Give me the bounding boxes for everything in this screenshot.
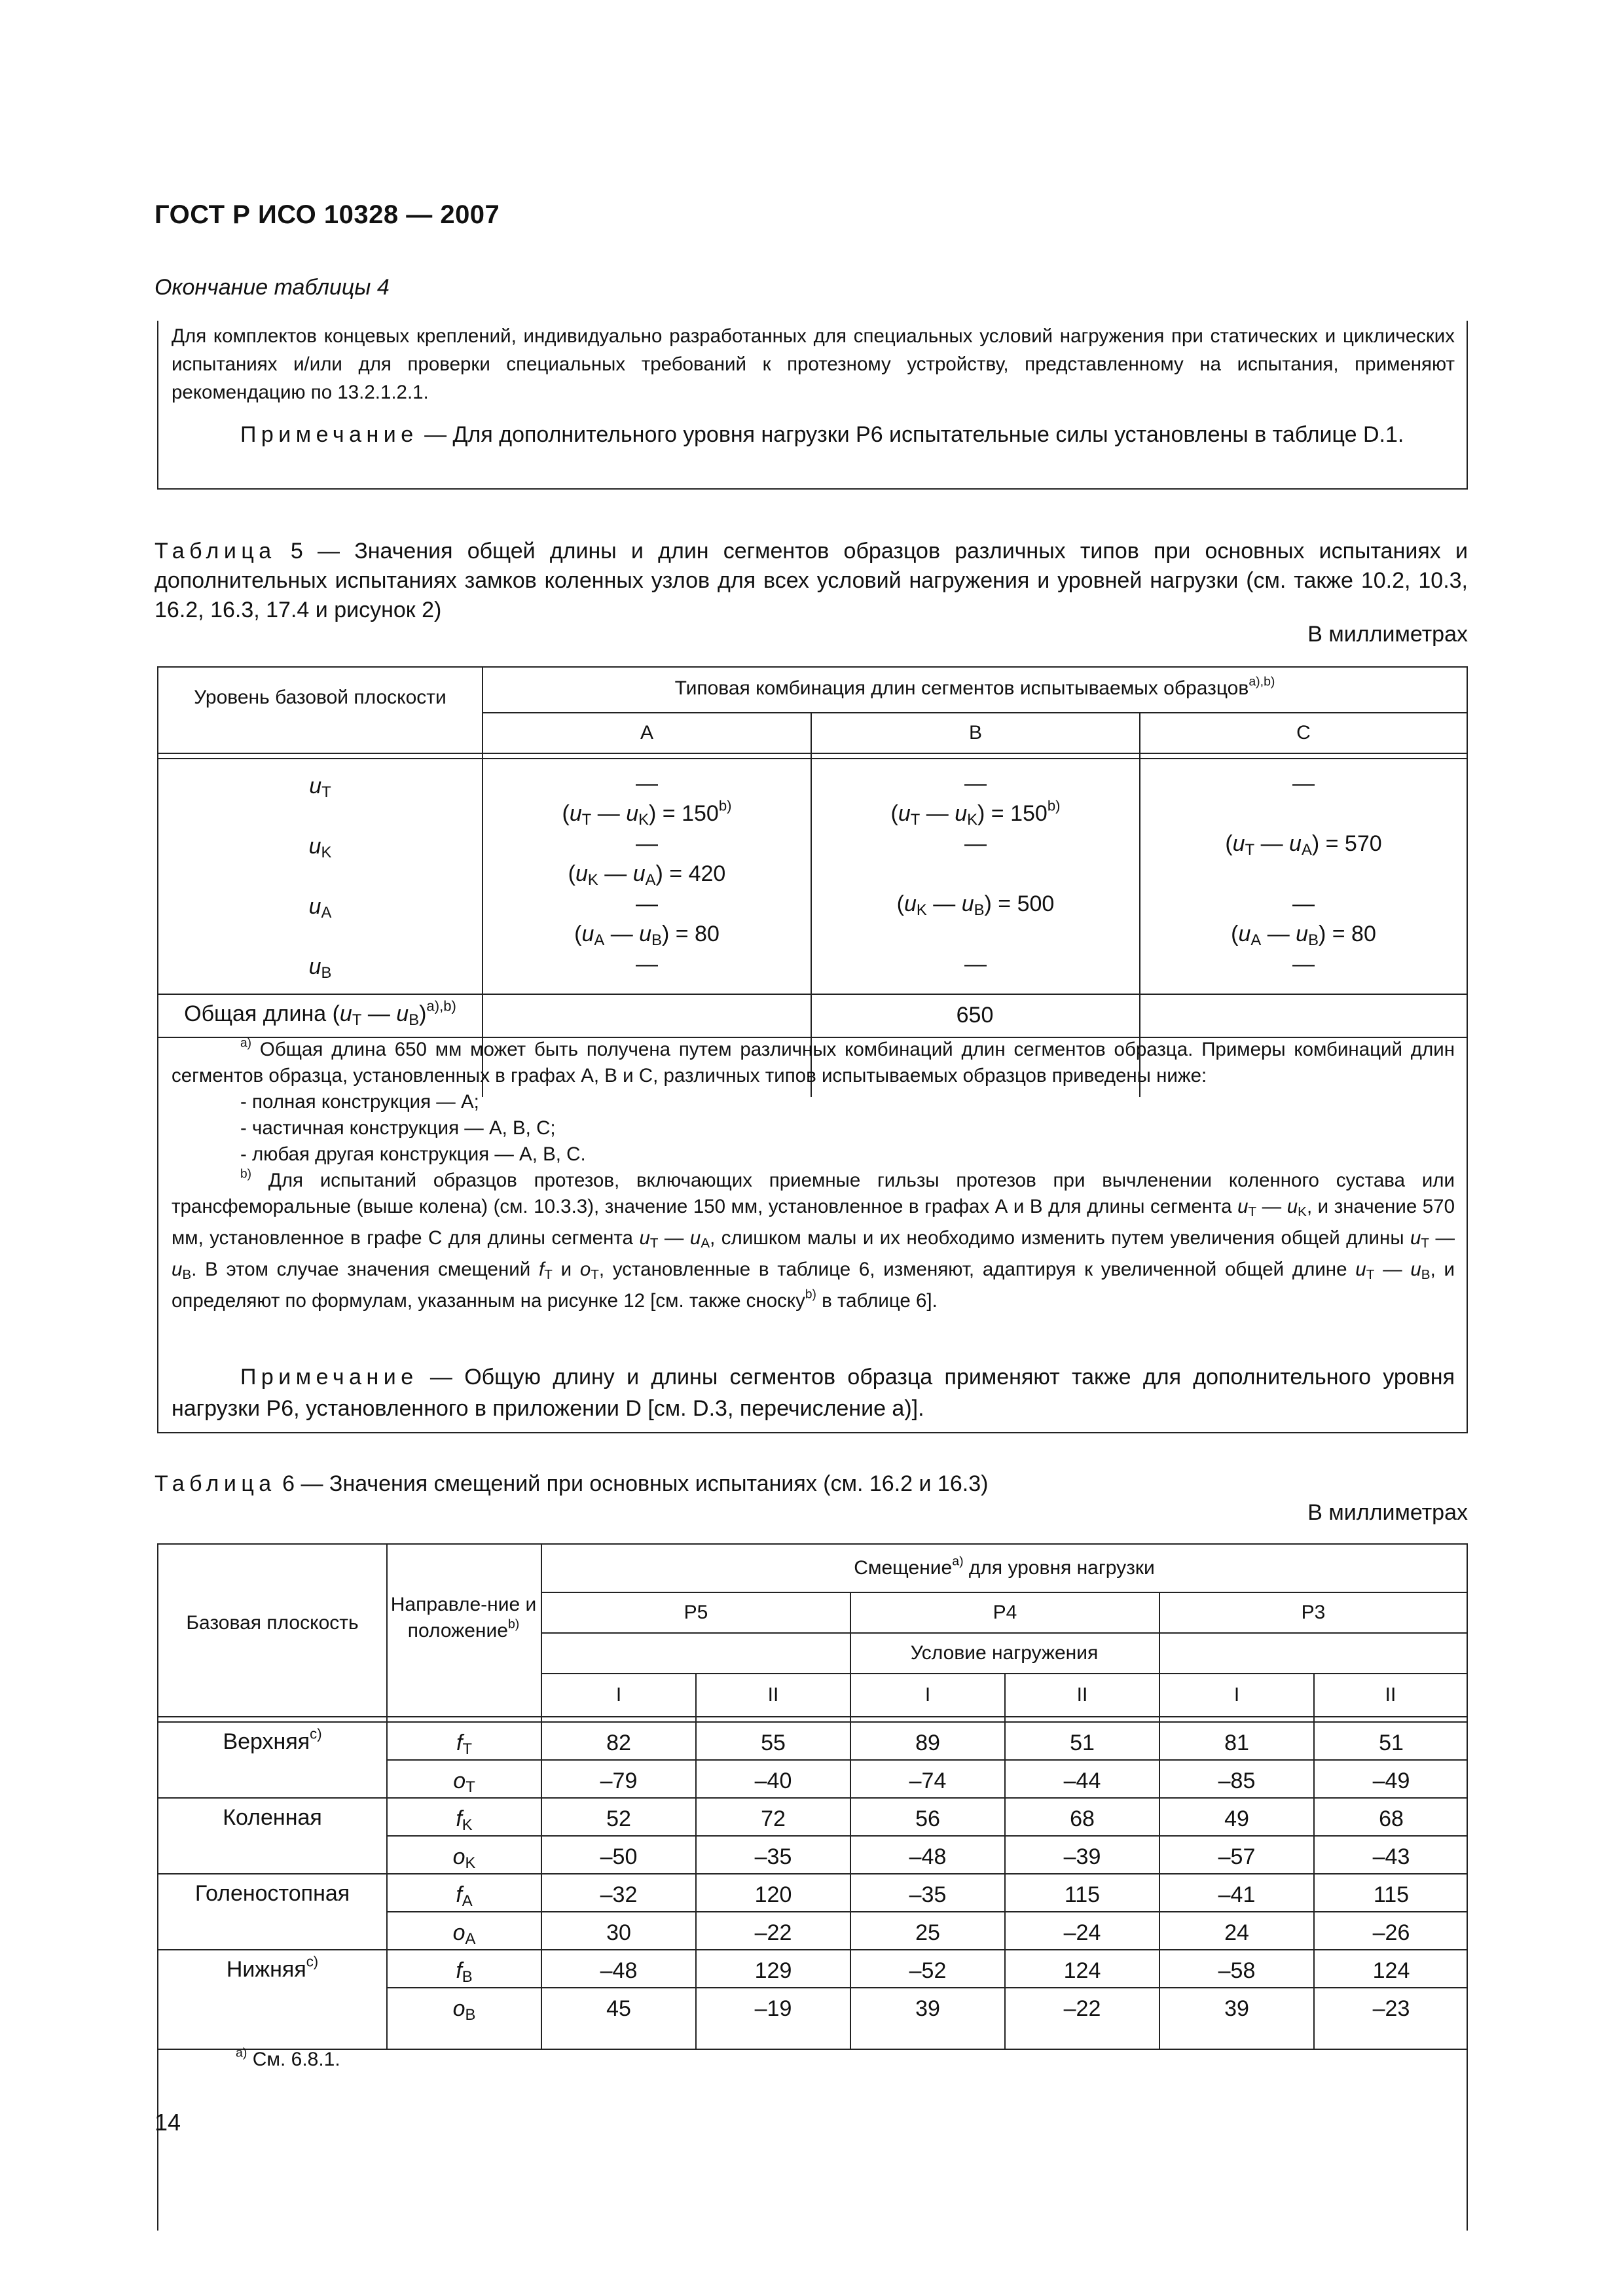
- t5-c-dash-a: —: [1292, 891, 1315, 916]
- table-cell: –26: [1372, 1920, 1410, 1945]
- table-row-symbol: $f_T$: [456, 1731, 472, 1758]
- note-text: — Для дополнительного уровня нагрузки Р6 испытательные силы установлены в таблице D.1.: [424, 422, 1404, 447]
- t5-c-ta: ($u_T$ — $u_A) = 570$: [1225, 831, 1382, 859]
- t5-level-ub: $u_B$: [308, 954, 332, 982]
- note-label: Примечание: [240, 422, 418, 447]
- footnote-item: - полная конструкция — А;: [240, 1091, 479, 1113]
- table-cell: –19: [754, 1996, 792, 2021]
- table-cell: 68: [1379, 1806, 1404, 1831]
- table-cell: 51: [1070, 1731, 1095, 1755]
- t6-level-p3: P3: [1301, 1602, 1326, 1623]
- table-cell: 25: [915, 1920, 940, 1945]
- t6-cond: I: [1233, 1684, 1240, 1706]
- t5-hline-header-1: [158, 753, 1467, 754]
- table5-note: [172, 1361, 1455, 1424]
- table6-units: В миллиметрах: [1307, 1500, 1468, 1525]
- table5-label: Таблица: [155, 539, 276, 564]
- t5-level-ua: $u_A$: [308, 894, 332, 922]
- t6-cond: II: [1385, 1684, 1396, 1706]
- t6-cond: II: [767, 1684, 779, 1706]
- table6-footnote: $^{a)}$ См. 6.8.1.: [236, 2045, 340, 2070]
- table-cell: 52: [606, 1806, 631, 1831]
- note-text: — Общую длину и длины сегментов образца применяют также для дополнительного уровня нагрузки Р6, установленного в приложении D [см. D.3, перечисление а)].: [172, 1365, 1455, 1421]
- table-cell: 30: [606, 1920, 631, 1945]
- table4-continuation: Окончание таблицы 4: [155, 275, 390, 300]
- t5-b-kb: ($u_K$ — $u_B) = 500$: [896, 891, 1055, 919]
- t5-total-label: Общая длина ($u_T$ — $u_B)^{a),b)}$: [184, 997, 456, 1029]
- footnote-b: $^{b)}$ Для испытаний образцов протезов, включающих приемные гильзы протезов при вычленении коленного сустава или трансфеморальные (выше колена) (см. 10.3.3), значение 150 мм, установленное в графах А и В для длины сегмента $u_T$ — $u_K$, и значение 570 мм, установленное в графе С для длины сегмента $u_T$ — $u_A$, слишком малы и их необходимо изменить путем увеличения общей длины $u_T$ — $u_B$. В этом случае значения смещений $f_T$ и $o_T$, установленные в таблице 6, изменяют, адаптируя к увеличенной общей длине $u_T$ — $u_B$, и определяют по формулам, указанным на рисунке 12 [см. также сноску$^{b)}$ в таблице 6].: [172, 1167, 1455, 1312]
- table-cell: –41: [1218, 1882, 1256, 1907]
- table6: [157, 1543, 1468, 2231]
- t6-level-p5: P5: [684, 1602, 708, 1623]
- note-label: Примечание: [240, 1365, 418, 1390]
- table5-caption-text: 5 — Значения общей длины и длин сегментов образцов различных типов при основных испытаниях и дополнительных испытаниях замков коленных узлов для всех условий нагружения и уровней нагрузки (см. также 10.2, 10.3, 16.2, 16.3, 17.4 и рисунок 2): [155, 539, 1468, 622]
- t5-hline-combo: [482, 712, 1468, 713]
- table-cell: –58: [1218, 1958, 1256, 1983]
- table-cell: 89: [915, 1731, 940, 1755]
- table-cell: 51: [1379, 1731, 1404, 1755]
- t5-a-dash-b: —: [636, 952, 658, 977]
- t5-col-b: B: [968, 722, 982, 744]
- t5-col-c: C: [1296, 722, 1311, 744]
- table-cell: 124: [1063, 1958, 1101, 1983]
- table-cell: –40: [754, 1768, 792, 1793]
- table-cell: 68: [1070, 1806, 1095, 1831]
- t6-hline-bottom: [158, 2049, 1467, 2050]
- table-cell: –49: [1372, 1768, 1410, 1793]
- table-row-symbol: $o_A$: [452, 1920, 476, 1948]
- t5-a-tk: ($u_T$ — $u_K) = 150^{b)}$: [562, 797, 732, 829]
- t6-group-lower: Нижняя$^{c)}$: [226, 1953, 319, 1982]
- table4-note: [172, 419, 1455, 450]
- t5-a-ab: ($u_A$ — $u_B) = 80$: [574, 922, 720, 949]
- t5-b-dash-b: —: [964, 952, 987, 977]
- t6-hline-body: [386, 1987, 1467, 1988]
- table-cell: 124: [1372, 1958, 1410, 1983]
- t6-group-ankle: Голеностопная: [194, 1881, 350, 1906]
- table-cell: –23: [1372, 1996, 1410, 2021]
- t5-c-dash-b: —: [1292, 952, 1315, 977]
- table-cell: –48: [909, 1844, 947, 1869]
- footnote-item: - любая другая конструкция — А, В, С.: [240, 1143, 586, 1165]
- table5-units: В миллиметрах: [1307, 622, 1468, 647]
- table6-caption: [155, 1471, 988, 1497]
- t6-hline-body: [386, 1835, 1467, 1837]
- table-row-symbol: $o_B$: [452, 1996, 476, 2024]
- t5-c-ab: ($u_A$ — $u_B) = 80$: [1231, 922, 1376, 949]
- t6-header-base: Базовая плоскость: [186, 1612, 359, 1634]
- table-cell: –48: [600, 1958, 638, 1983]
- table-cell: –22: [1063, 1996, 1101, 2021]
- t5-a-dash-a: —: [636, 891, 658, 916]
- t6-cond: II: [1076, 1684, 1088, 1706]
- table-cell: –79: [600, 1768, 638, 1793]
- t5-a-dash-t: —: [636, 771, 658, 796]
- t5-hline-total-top: [158, 994, 1467, 995]
- table-cell: 115: [1064, 1882, 1101, 1907]
- table-row-symbol: $f_K$: [456, 1806, 473, 1834]
- table4-end-text: Для комплектов концевых креплений, индивидуально разработанных для специальных условий нагружения при статических и циклических испытаниях и/или для проверки специальных требований к протезному устройству, представленному на испытания, применяют рекомендацию по 13.2.1.2.1.: [172, 325, 1455, 403]
- t6-cond: I: [615, 1684, 622, 1706]
- t6-hline-offset: [541, 1592, 1467, 1593]
- t6-header-cond: Условие нагружения: [910, 1642, 1099, 1664]
- table-cell: 55: [761, 1731, 786, 1755]
- table-cell: –57: [1218, 1844, 1256, 1869]
- t5-col-a: A: [640, 722, 653, 744]
- page-number: 14: [155, 2109, 181, 2136]
- table-cell: 24: [1224, 1920, 1249, 1945]
- t6-hline-header-2: [158, 1721, 1467, 1723]
- table-cell: 39: [1224, 1996, 1249, 2021]
- t6-header-offset: Смещение$^{a)}$ для уровня нагрузки: [854, 1554, 1155, 1579]
- footnote-item: - частичная конструкция — А, В, С;: [240, 1117, 556, 1139]
- t6-level-p4: P4: [993, 1602, 1017, 1623]
- footnote-a: $^{a)}$ Общая длина 650 мм может быть получена путем различных комбинаций длин сегментов образца. Примеры комбинаций длин сегментов образца, установленных в графах А, В и С, различных типов испытываемых образцов приведены ниже:: [172, 1036, 1455, 1086]
- t5-header-combo: Типовая комбинация длин сегментов испытываемых образцов$^{a),b)}$: [674, 674, 1275, 699]
- table-cell: –50: [600, 1844, 638, 1869]
- table-cell: 39: [915, 1996, 940, 2021]
- t6-hline-levels: [541, 1632, 1467, 1634]
- t5-total-value: 650: [956, 1003, 994, 1028]
- table-row-symbol: $o_T$: [453, 1768, 475, 1796]
- t6-hline-group: [158, 1797, 1467, 1799]
- document-title: ГОСТ Р ИСО 10328 — 2007: [155, 200, 500, 229]
- t5-header-level: Уровень базовой плоскости: [194, 687, 447, 708]
- table-cell: –35: [909, 1882, 947, 1907]
- t6-hline-group: [158, 1873, 1467, 1874]
- t5-level-ut: $u_T$: [309, 774, 331, 801]
- table5-caption: [155, 537, 1468, 625]
- table-cell: –43: [1372, 1844, 1410, 1869]
- t6-hline-cond: [541, 1673, 1467, 1674]
- t6-hline-group: [158, 1949, 1467, 1950]
- table-row-symbol: $f_A$: [456, 1882, 473, 1910]
- t5-b-tk: ($u_T$ — $u_K) = 150^{b)}$: [890, 797, 1061, 829]
- table-cell: –24: [1063, 1920, 1101, 1945]
- table6-caption-text: 6 — Значения смещений при основных испытаниях (см. 16.2 и 16.3): [282, 1471, 989, 1496]
- table-cell: 82: [606, 1731, 631, 1755]
- t5-a-dash-k: —: [636, 831, 658, 856]
- t6-cond: I: [924, 1684, 931, 1706]
- table-cell: –74: [909, 1768, 947, 1793]
- table-cell: 49: [1224, 1806, 1249, 1831]
- t5-c-dash-t: —: [1292, 771, 1315, 796]
- table6-label: Таблица: [155, 1471, 276, 1496]
- table-cell: 45: [606, 1996, 631, 2021]
- table-cell: –85: [1218, 1768, 1256, 1793]
- t6-header-dir: Направле-ние и положение$^{b)}$: [390, 1594, 537, 1641]
- t5-hline-header-2: [158, 758, 1467, 759]
- table-cell: –35: [754, 1844, 792, 1869]
- table-cell: –32: [600, 1882, 638, 1907]
- table-row-symbol: $f_B$: [456, 1958, 473, 1986]
- t6-hline-body: [386, 1911, 1467, 1912]
- table-cell: 81: [1224, 1731, 1249, 1755]
- table-cell: 115: [1373, 1882, 1410, 1907]
- t5-b-dash-t: —: [964, 771, 987, 796]
- table-cell: –22: [754, 1920, 792, 1945]
- table-cell: 120: [754, 1882, 792, 1907]
- table-cell: –44: [1063, 1768, 1101, 1793]
- table-cell: 129: [754, 1958, 792, 1983]
- t6-hline-body: [386, 1759, 1467, 1761]
- table-cell: –52: [909, 1958, 947, 1983]
- table-cell: 72: [761, 1806, 786, 1831]
- t5-level-uk: $u_K$: [308, 834, 332, 861]
- t6-hline-header-1: [158, 1716, 1467, 1717]
- table-row-symbol: $o_K$: [452, 1844, 476, 1872]
- t6-group-upper: Верхняя$^{c)}$: [223, 1725, 322, 1754]
- t5-a-ka: ($u_K$ — $u_A) = 420$: [568, 861, 726, 889]
- table5-footnotes: [172, 1037, 1455, 1314]
- t6-group-knee: Коленная: [223, 1805, 322, 1830]
- table-cell: 56: [915, 1806, 940, 1831]
- table-cell: –39: [1063, 1844, 1101, 1869]
- t5-b-dash-k: —: [964, 831, 987, 856]
